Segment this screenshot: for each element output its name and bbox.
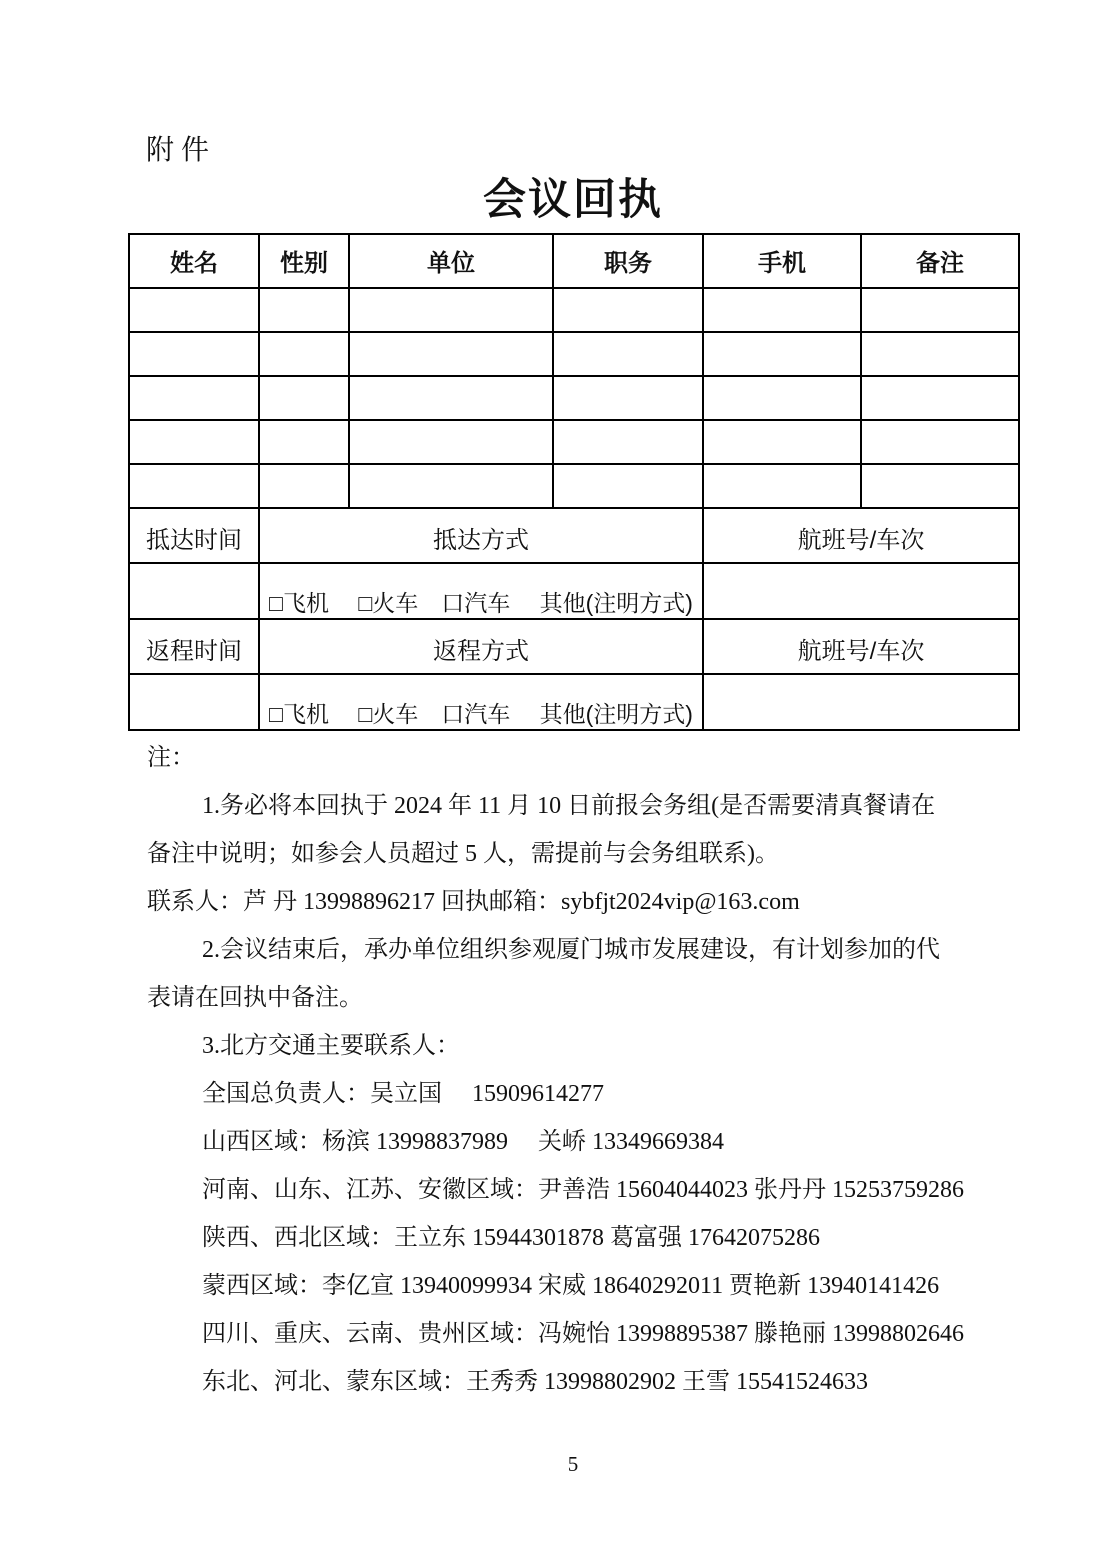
return-time-label: 返程时间 <box>129 619 259 674</box>
note-line: 注： <box>147 745 195 771</box>
empty-form-cell <box>259 288 349 332</box>
column-header-mobile: 手机 <box>703 234 861 288</box>
empty-form-cell <box>553 332 703 376</box>
empty-form-cell <box>129 420 259 464</box>
arrival-label-row <box>129 508 1019 563</box>
table-row <box>129 376 1019 420</box>
table-row <box>129 288 1019 332</box>
note-line: 陕西、西北区域：王立东 15944301878 葛富强 17642075286 <box>202 1225 820 1251</box>
return-flight-label: 航班号/车次 <box>703 619 1019 674</box>
note-line: 全国总负责人：吴立国 15909614277 <box>202 1081 604 1107</box>
page-title: 会议回执 <box>483 177 663 224</box>
note-line: 备注中说明；如参会人员超过 5 人，需提前与会务组联系)。 <box>147 841 779 867</box>
return-options-row <box>129 674 1019 730</box>
empty-form-cell <box>861 420 1019 464</box>
empty-form-cell <box>349 288 553 332</box>
empty-form-cell <box>129 332 259 376</box>
meeting-reply-table <box>128 233 1020 731</box>
empty-form-cell <box>259 464 349 508</box>
column-header-unit: 单位 <box>349 234 553 288</box>
empty-form-cell <box>259 332 349 376</box>
note-line: 四川、重庆、云南、贵州区域：冯婉怡 13998895387 滕艳丽 13998802646 <box>202 1321 964 1347</box>
column-header-name: 姓名 <box>129 234 259 288</box>
empty-form-cell <box>703 332 861 376</box>
arrival-flight-label: 航班号/车次 <box>703 508 1019 563</box>
table-row <box>129 332 1019 376</box>
empty-form-cell <box>349 420 553 464</box>
return-time-input-cell <box>129 674 259 730</box>
note-line: 表请在回执中备注。 <box>147 985 363 1011</box>
empty-form-cell <box>553 376 703 420</box>
column-header-gender: 性别 <box>259 234 349 288</box>
column-header-position: 职务 <box>553 234 703 288</box>
table-row <box>129 464 1019 508</box>
empty-form-cell <box>703 420 861 464</box>
arrival-time-label: 抵达时间 <box>129 508 259 563</box>
note-line: 河南、山东、江苏、安徽区域：尹善浩 15604044023 张丹丹 15253759286 <box>202 1177 964 1203</box>
column-header-remark: 备注 <box>861 234 1019 288</box>
empty-form-cell <box>259 376 349 420</box>
arrival-mode-label: 抵达方式 <box>259 508 703 563</box>
note-line: 3.北方交通主要联系人： <box>202 1033 460 1059</box>
empty-form-cell <box>129 288 259 332</box>
return-label-row <box>129 619 1019 674</box>
return-mode-label: 返程方式 <box>259 619 703 674</box>
empty-form-cell <box>861 464 1019 508</box>
notes-section <box>147 734 1027 1406</box>
arrival-flight-input-cell <box>703 563 1019 619</box>
table-row <box>129 420 1019 464</box>
note-line: 东北、河北、蒙东区域：王秀秀 13998802902 王雪 15541524633 <box>202 1369 868 1395</box>
note-line: 1.务必将本回执于 2024 年 11 月 10 日前报会务组(是否需要清真餐请在 <box>202 793 936 819</box>
note-line: 山西区域：杨滨 13998837989 关峤 13349669384 <box>202 1129 724 1155</box>
arrival-time-input-cell <box>129 563 259 619</box>
note-line: 蒙西区域：李亿宣 13940099934 宋威 18640292011 贾艳新 13940141426 <box>202 1273 940 1299</box>
empty-form-cell <box>553 464 703 508</box>
empty-form-cell <box>703 464 861 508</box>
empty-form-cell <box>703 288 861 332</box>
empty-form-cell <box>349 464 553 508</box>
return-mode-options: □飞机 □火车 口汽车 其他(注明方式) <box>259 674 703 730</box>
empty-form-cell <box>349 332 553 376</box>
empty-form-cell <box>861 288 1019 332</box>
empty-form-cell <box>129 376 259 420</box>
empty-form-cell <box>703 376 861 420</box>
empty-form-cell <box>259 420 349 464</box>
empty-form-cell <box>129 464 259 508</box>
page-number: 5 <box>567 1452 579 1476</box>
empty-form-cell <box>349 376 553 420</box>
attachment-label: 附件 <box>146 135 217 166</box>
note-line: 2.会议结束后，承办单位组织参观厦门城市发展建设，有计划参加的代 <box>202 937 940 963</box>
arrival-mode-options: □飞机 □火车 口汽车 其他(注明方式) <box>259 563 703 619</box>
table-header-row <box>129 234 1019 288</box>
note-line: 联系人：芦 丹 13998896217 回执邮箱：sybfjt2024vip@163.com <box>147 889 800 915</box>
empty-form-cell <box>553 288 703 332</box>
return-flight-input-cell <box>703 674 1019 730</box>
empty-form-cell <box>553 420 703 464</box>
arrival-options-row <box>129 563 1019 619</box>
empty-form-cell <box>861 376 1019 420</box>
empty-form-cell <box>861 332 1019 376</box>
